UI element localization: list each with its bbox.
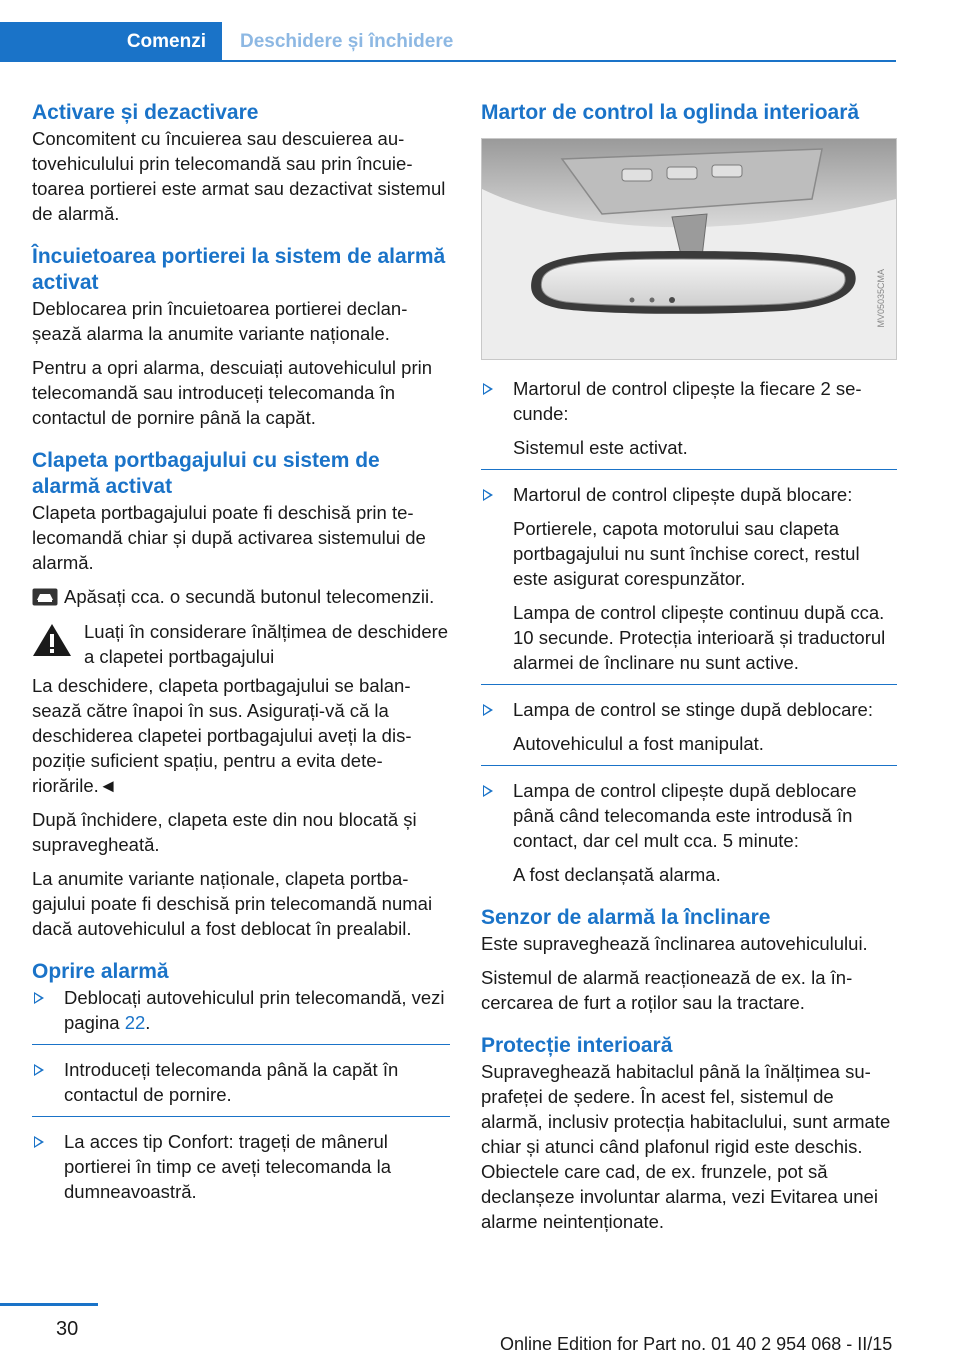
- list-divider: [481, 684, 897, 685]
- bullet-triangle-icon: [483, 383, 493, 395]
- paragraph: Concomitent cu încuierea sau descuierea autovehiculului prin telecomandă sau prin încuietoarea portierei este armat sau dezactivat sistemul de alarmă.: [32, 128, 446, 224]
- bullet-triangle-icon: [483, 489, 493, 501]
- paragraph: Este supraveghează înclinarea autovehiculului.: [481, 933, 868, 954]
- tab-comenzi[interactable]: Comenzi: [0, 22, 222, 62]
- list-item-text: Introduceți telecomanda până la capăt în contactul de pornire.: [64, 1059, 399, 1105]
- section-title-protectie: Protecție interioară: [481, 1034, 673, 1057]
- page-header: [0, 0, 960, 62]
- list-item: [481, 697, 897, 756]
- bullet-triangle-icon: [483, 785, 493, 797]
- list-item-text: Martorul de control clipește la fiecare 2 secunde:: [513, 378, 862, 424]
- list-divider: [481, 469, 897, 470]
- list-item-text: Deblocați autovehiculul prin telecomandă, vezi pagina 22.: [64, 987, 445, 1033]
- list-item-subtext: A fost declanșată alarma.: [513, 864, 721, 885]
- list-item: [32, 1129, 450, 1204]
- paragraph: După închidere, clapeta este din nou blocată și supravegheată.: [32, 809, 417, 855]
- bullet-triangle-icon: [483, 704, 493, 716]
- left-column: [32, 100, 450, 1213]
- oprire-list: [32, 985, 450, 1204]
- list-item: [481, 376, 897, 460]
- list-item: [481, 482, 897, 675]
- warning-icon: [32, 623, 72, 657]
- list-item: [32, 1057, 450, 1107]
- mirror-photo: [481, 138, 897, 360]
- warning-note: [32, 619, 450, 669]
- tab-deschidere-inchidere[interactable]: Deschidere și închidere: [240, 31, 454, 52]
- paragraph: Deblocarea prin încuietoarea portierei declanșează alarma la anumite variante naționale.: [32, 298, 408, 344]
- warning-title: Luați în considerare înălțimea de deschidere a clapetei portbagajului: [84, 621, 449, 667]
- list-item-subtext: Autovehiculul a fost manipulat.: [513, 733, 764, 754]
- trunk-button-icon: [32, 588, 58, 606]
- interior-mirror-illustration: [482, 139, 896, 359]
- list-item: [32, 985, 450, 1035]
- list-item-text: Martorul de control clipește după blocare:: [513, 484, 853, 505]
- section-title-incuietoare: Încuietoarea portierei la sistem de alarmă activat: [32, 245, 446, 294]
- section-title-activare: Activare și dezactivare: [32, 101, 259, 124]
- page-link-22[interactable]: 22: [124, 1012, 146, 1033]
- edition-note: Online Edition for Part no. 01 40 2 954 068 - II/15: [500, 1334, 893, 1354]
- bullet-triangle-icon: [34, 1064, 44, 1076]
- list-divider: [32, 1116, 450, 1117]
- list-item-text: La acces tip Confort: trageți de mânerul portierei în timp ce aveți telecomanda la dumneavoastră.: [64, 1131, 392, 1202]
- paragraph: Supraveghează habitaclul până la înălțimea suprafeței de ședere. În acest fel, sistemul de alarmă, inclusiv protecția habitaclului, sunt armate chiar și atunci când plafonul rigid este deschis. Obiectele care cad, de ex. frunzele, pot să declanșeze involuntar alarma, vezi Evitarea unei alarme neintenționate.: [481, 1061, 891, 1232]
- list-divider: [481, 765, 897, 766]
- paragraph: Pentru a opri alarma, descuiați autovehiculul prin telecomandă sau introduceți telecomanda în contactul de pornire până la capăt.: [32, 357, 433, 428]
- right-column: [481, 100, 897, 1243]
- list-item: [481, 778, 897, 887]
- list-item-text: Lampa de control clipește după deblocare până când telecomanda este introdusă în contact, dar cel mult cca. 5 minute:: [513, 780, 857, 851]
- list-item-subtext: Lampa de control clipește continuu după cca. 10 secunde. Protecția interioară și traductorul alarmei de înclinare nu sunt active.: [513, 602, 886, 673]
- list-item-subtext: Portierele, capota motorului sau clapeta portbagajului nu sunt închise corect, restul este asigurat corespunzător.: [513, 518, 860, 589]
- paragraph: Sistemul de alarmă reacționează de ex. la încercarea de furt a roților sau la tractare.: [481, 967, 853, 1013]
- paragraph: La deschidere, clapeta portbagajului se balansează către înapoi în sus. Asigurați-vă că la deschiderea clapetei portbagajului aveți la dispoziție suficient spațiu, pentru a evita deteriorările.◄: [32, 675, 412, 796]
- list-item-text: Lampa de control se stinge după deblocare:: [513, 699, 873, 720]
- list-item-subtext: Sistemul este activat.: [513, 437, 688, 458]
- paragraph: La anumite variante naționale, clapeta portbagajului poate fi deschisă prin telecomandă numai dacă autovehiculul a fost deblocat în prealabil.: [32, 868, 433, 939]
- section-title-senzor: Senzor de alarmă la înclinare: [481, 906, 771, 929]
- photo-code: MV05035CMA: [876, 269, 886, 328]
- bullet-triangle-icon: [34, 1136, 44, 1148]
- section-title-clapeta: Clapeta portbagajului cu sistem de alarmă activat: [32, 449, 380, 498]
- section-title-oprire: Oprire alarmă: [32, 960, 169, 983]
- bullet-triangle-icon: [34, 992, 44, 1004]
- footer-divider: [0, 1303, 98, 1306]
- page-number: 30: [56, 1318, 79, 1340]
- paragraph-with-icon: [32, 584, 450, 609]
- section-title-martor: Martor de control la oglinda interioară: [481, 101, 860, 124]
- martor-list: [481, 376, 897, 887]
- list-divider: [32, 1044, 450, 1045]
- header-divider: [222, 60, 896, 62]
- paragraph-text: Apăsați cca. o secundă butonul telecomenzii.: [64, 586, 435, 607]
- paragraph: Clapeta portbagajului poate fi deschisă prin telecomandă chiar și după activarea sistemului de alarmă.: [32, 502, 426, 573]
